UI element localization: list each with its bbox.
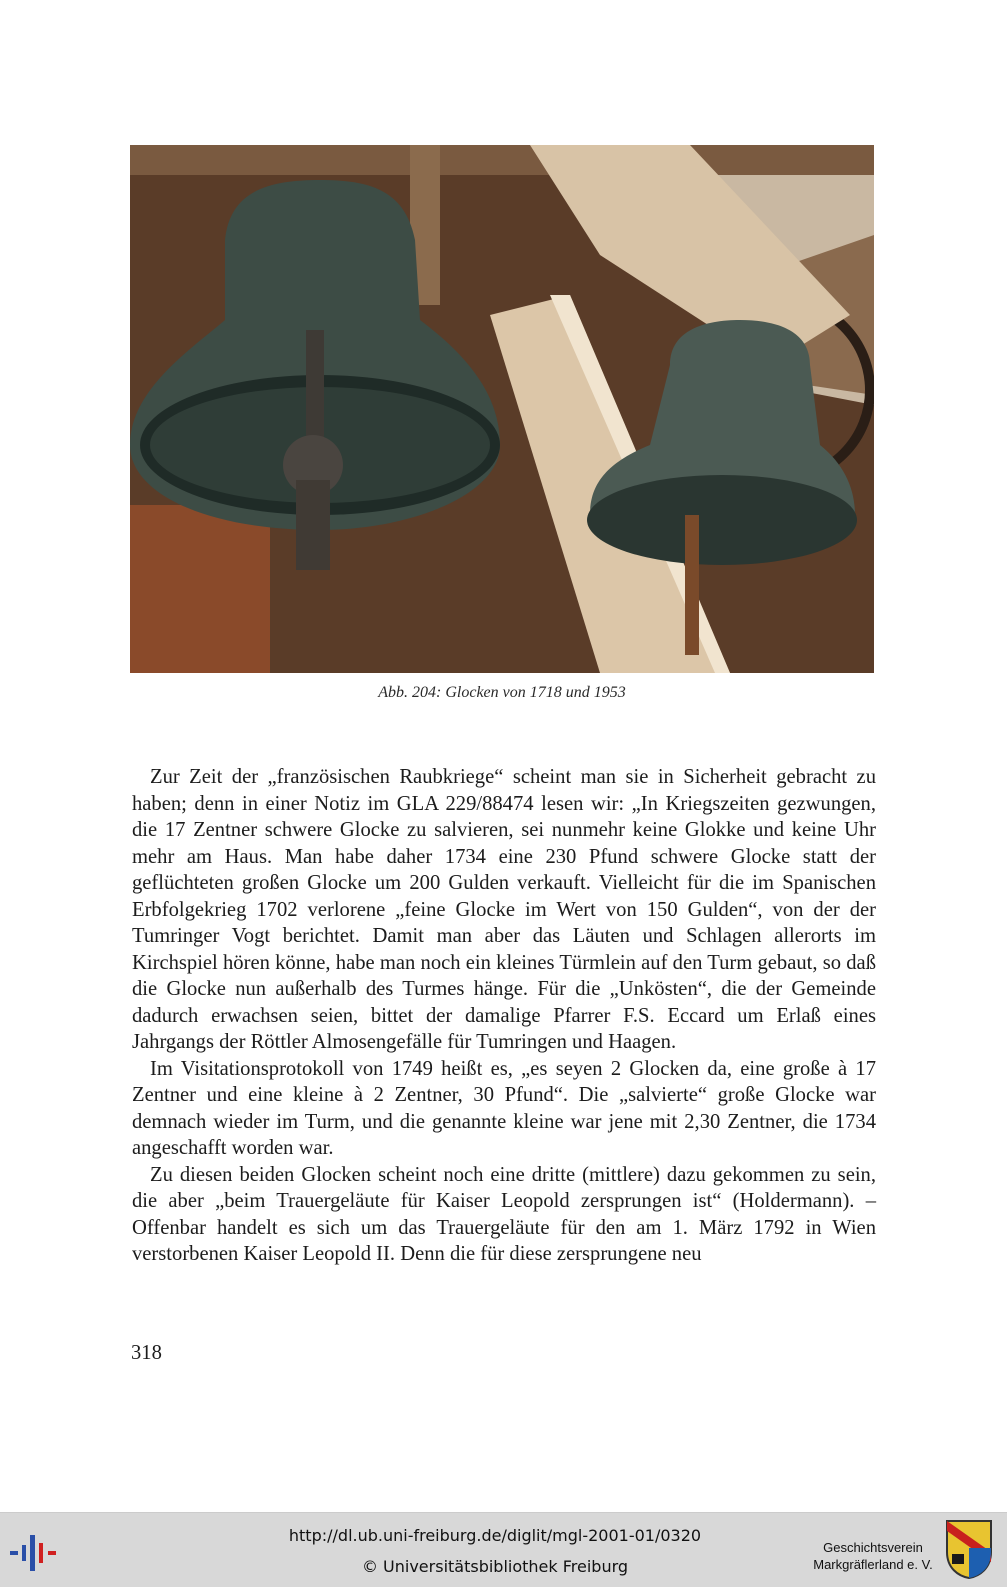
figure-caption: Abb. 204: Glocken von 1718 und 1953	[378, 684, 626, 701]
page-number: 318	[131, 1342, 162, 1364]
bell-photo	[130, 145, 874, 673]
society-name	[810, 1539, 936, 1573]
university-library-logo-icon	[8, 1533, 64, 1573]
society-line-2: Markgräflerland e. V.	[813, 1557, 933, 1572]
footer-bar	[0, 1512, 1007, 1587]
bells-photo-illustration	[130, 145, 874, 673]
society-line-1: Geschichtsverein	[823, 1540, 923, 1555]
coat-of-arms-icon	[944, 1518, 994, 1580]
body-text	[132, 764, 876, 1268]
paragraph: Zur Zeit der „französischen Raubkriege“ scheint man sie in Sicherheit gebracht zu haben; denn in einer Notiz im GLA 229/88474 lesen wir: „In Kriegszeiten gezwungen, die 17 Zentner schwere Glocke zu salvieren, sei nunmehr keine Glokke und keine Uhr mehr am Haus. Man habe daher 1734 eine 230 Pfund schwere Glocke statt der geflüchteten großen Glocke um 200 Gulden verkauft. Vielleicht für die im Spanischen Erbfolgekrieg 1702 verlorene „feine Glocke im Wert von 150 Gulden“, von der der Tumringer Vogt berichtet. Damit man aber das Läuten und Schlagen allerorts im Kirchspiel hören könne, habe man noch ein kleines Türmlein auf den Turm gebaut, so daß die Glocke nun außerhalb des Turmes hänge. Für die „Unkösten“, die der Gemeinde dadurch erwachsen seien, bittet der damalige Pfarrer F.S. Eccard um Erlaß eines Jahrgangs der Röttler Almosengefälle für Tumringen und Haagen.	[132, 766, 876, 1053]
document-url-link[interactable]: http://dl.ub.uni-freiburg.de/diglit/mgl-2001-01/0320	[288, 1526, 702, 1545]
paragraph: Im Visitationsprotokoll von 1749 heißt es, „es seyen 2 Glocken da, eine große à 17 Zentner und eine kleine à 2 Zentner, 30 Pfund“. Die „salvierte“ große Glocke war demnach wieder im Turm, und die genannte kleine war jene mit 2,30 Zentner, die 1734 angeschafft worden war.	[132, 1057, 876, 1159]
paragraph: Zu diesen beiden Glocken scheint noch eine dritte (mittlere) dazu gekommen zu sein, die aber „beim Trauergeläute für Kaiser Leopold zersprungen ist“ (Holdermann). – Offenbar handelt es sich um das Trauergeläute für den am 1. März 1792 in Wien verstorbenen Kaiser Leopold II. Denn die für diese zersprungene neu	[132, 1163, 876, 1265]
copyright-notice: © Universitätsbibliothek Freiburg	[361, 1557, 629, 1576]
